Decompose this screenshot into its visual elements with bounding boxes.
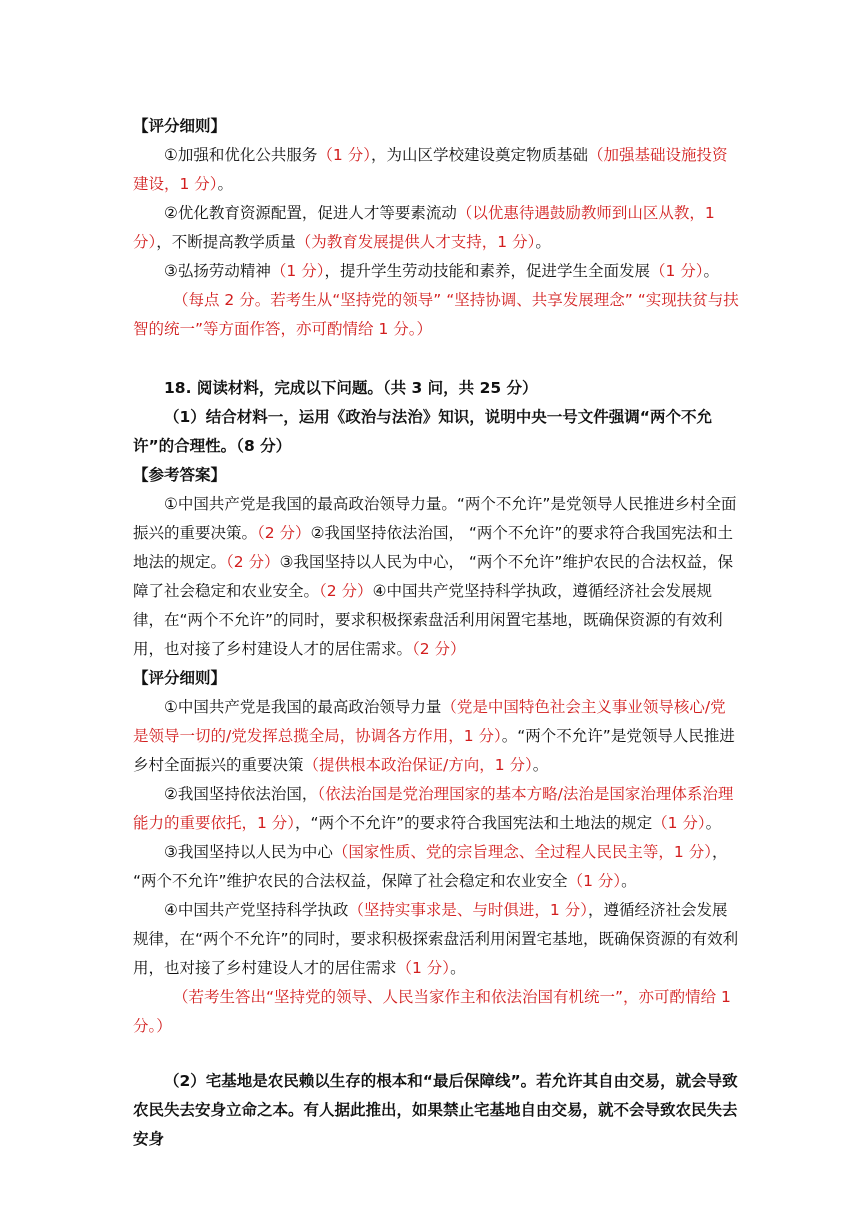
rubric-heading: 【评分细则】: [133, 117, 227, 135]
rubric-item-3: ③弘扬劳动精神（1 分），提升学生劳动技能和素养，促进学生全面发展（1 分）。: [164, 262, 720, 280]
question-18-sub2: （2）宅基地是农民赖以生存的根本和“最后保障线”。若允许其自由交易，就会导致农民失去安身立命之本。有人据此推出，如果禁止宅基地自由交易，就不会导致农民失去安身: [133, 1072, 738, 1148]
rubric-detail-4: ④中国共产党坚持科学执政（坚持实事求是、与时俱进，1 分），遵循经济社会发展规律，在“两个不允许”的同时，要求积极探索盘活利用闲置宅基地，既确保资源的有效利用，也对接了乡村建设人才的居住需求（1 分）。: [133, 901, 739, 977]
rubric-item-2: ②优化教育资源配置，促进人才等要素流动（以优惠待遇鼓励教师到山区从教，1 分），不断提高教学质量（为教育发展提供人才支持，1 分）。: [133, 204, 715, 251]
rubric-note: （每点 2 分。若考生从“坚持党的领导” “坚持协调、共享发展理念” “实现扶贫与扶智的统一”等方面作答，亦可酌情给 1 分。）: [133, 291, 739, 338]
rubric-item-1: ①加强和优化公共服务（1 分），为山区学校建设奠定物质基础（加强基础设施投资建设，1 分）。: [133, 146, 728, 193]
question-18-sub1: （1）结合材料一，运用《政治与法治》知识，说明中央一号文件强调“两个不允许”的合理性。（8 分）: [133, 408, 712, 455]
document-page: [133, 112, 741, 1154]
rubric-note-2: （若考生答出“坚持党的领导、人民当家作主和依法治国有机统一”，亦可酌情给 1 分。）: [133, 988, 731, 1035]
rubric-detail-3: ③我国坚持以人民为中心（国家性质、党的宗旨理念、全过程人民民主等，1 分）， “两个不允许”维护农民的合法权益，保障了社会稳定和农业安全（1 分）。: [133, 843, 728, 890]
answer-heading: 【参考答案】: [133, 466, 227, 484]
rubric-heading-2: 【评分细则】: [133, 669, 227, 687]
question-18-title: 18. 阅读材料，完成以下问题。（共 3 问，共 25 分）: [164, 379, 538, 397]
answer-text: ①中国共产党是我国的最高政治领导力量。“两个不允许”是党领导人民推进乡村全面振兴的重要决策。（2 分）②我国坚持依法治国， “两个不允许”的要求符合我国宪法和土地法的规定。（2 分）③我国坚持以人民为中心， “两个不允许”维护农民的合法权益，保障了社会稳定和农业安全。（2 分）④中国共产党坚持科学执政，遵循经济社会发展规律，在“两个不允许”的同时，要求积极探索盘活利用闲置宅基地，既确保资源的有效利用，也对接了乡村建设人才的居住需求。（2 分）: [133, 495, 737, 658]
rubric-detail-1: ①中国共产党是我国的最高政治领导力量（党是中国特色社会主义事业领导核心/党是领导一切的/党发挥总揽全局，协调各方作用，1 分）。“两个不允许”是党领导人民推进乡村全面振兴的重要决策（提供根本政治保证/方向，1 分）。: [133, 698, 735, 774]
rubric-detail-2: ②我国坚持依法治国，（依法治国是党治理国家的基本方略/法治是国家治理体系治理能力的重要依托，1 分），“两个不允许”的要求符合我国宪法和土地法的规定（1 分）。: [133, 785, 734, 832]
